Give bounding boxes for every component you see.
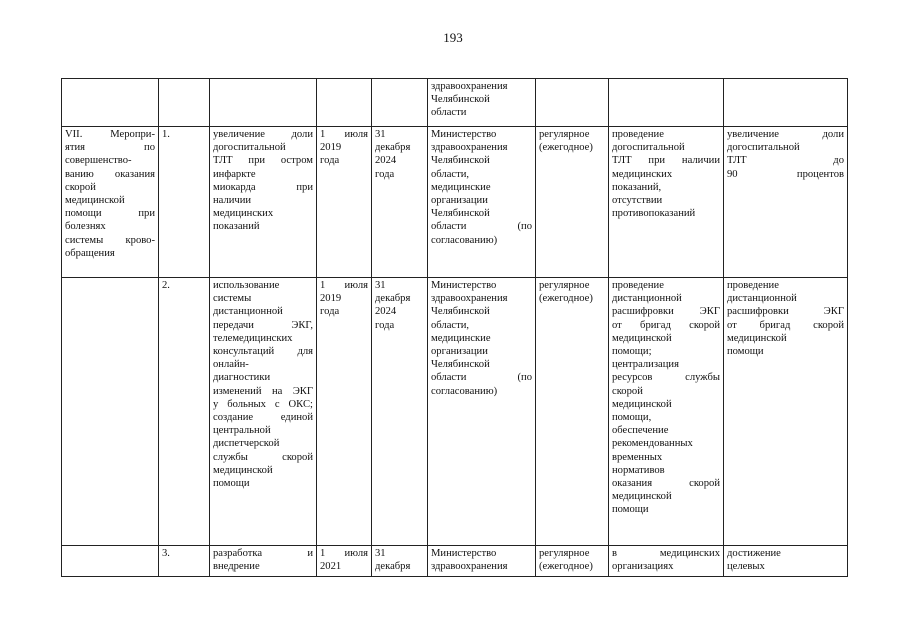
- result-cell: [724, 546, 848, 577]
- cell-line: от бригад скорой: [727, 319, 844, 331]
- cell-line: организации: [431, 195, 488, 207]
- cell-line: помощи,: [612, 412, 652, 424]
- cell-line: регулярное: [539, 129, 590, 140]
- cell-line: ресурсов службы: [612, 372, 720, 384]
- cell-line: догоспитальной: [213, 142, 286, 154]
- cell-line: 1 июля: [320, 280, 368, 291]
- executor-cell: [428, 127, 536, 278]
- cell-line: (ежегодное): [539, 293, 593, 305]
- cell-line: VII. Меропри-: [65, 129, 155, 140]
- cell-line: помощи при: [65, 208, 155, 220]
- activity-cell: [210, 546, 317, 577]
- cell-line: проведение: [612, 280, 664, 291]
- cell-line: дистанционной: [612, 293, 682, 305]
- cell-line: использование: [213, 280, 280, 291]
- section-cell: [62, 127, 159, 278]
- cell-line: медицинских: [213, 208, 274, 220]
- indicator-cell: [609, 546, 724, 577]
- cell-line: центральной: [213, 425, 271, 437]
- activity-cell: [210, 127, 317, 278]
- cell-line: ТЛТ при остром: [213, 155, 313, 167]
- cell-line: увеличение доли: [213, 129, 313, 140]
- cell-line: противопоказаний: [612, 208, 696, 220]
- indicator-cell: [609, 127, 724, 278]
- cell-line: здравоохранения: [431, 81, 508, 92]
- cell-line: в медицинских: [612, 548, 720, 559]
- cell-line: нормативов: [612, 464, 665, 476]
- cell-line: от бригад скорой: [612, 319, 720, 331]
- table-row: [62, 278, 848, 546]
- cell-line: области (по: [431, 221, 532, 233]
- cell-line: медицинских: [612, 168, 673, 180]
- start-date-cell: [317, 79, 372, 127]
- cell-line: догоспитальной: [727, 142, 800, 154]
- cell-line: (ежегодное): [539, 561, 593, 573]
- number-cell: [159, 79, 210, 127]
- cell-line: регулярное: [539, 280, 590, 291]
- cell-line: помощи;: [612, 346, 652, 358]
- end-date-cell: [372, 79, 428, 127]
- cell-line: медицинской: [612, 398, 672, 410]
- cell-line: Челябинской: [431, 94, 490, 106]
- cell-line: 31: [375, 280, 386, 291]
- executor-cell: [428, 79, 536, 127]
- cell-line: разработка и: [213, 548, 313, 559]
- cell-line: оказания скорой: [612, 478, 720, 490]
- cell-line: показаний: [213, 221, 260, 233]
- table-row: [62, 127, 848, 278]
- cell-line: догоспитальной: [612, 142, 685, 154]
- cell-line: совершенство-: [65, 155, 132, 167]
- cell-line: рекомендованных: [612, 438, 693, 450]
- executor-cell: [428, 278, 536, 546]
- cell-line: инфаркте: [213, 168, 256, 180]
- cell-line: года: [375, 168, 395, 180]
- cell-line: обеспечение: [612, 425, 669, 437]
- cell-line: медицинской: [612, 332, 672, 344]
- cell-line: года: [375, 319, 395, 331]
- cell-line: Министерство: [431, 548, 497, 559]
- cell-line: Челябинской: [431, 208, 490, 220]
- cell-line: 2021: [320, 561, 342, 573]
- cell-line: согласованию): [431, 385, 498, 397]
- cell-line: болезнях: [65, 221, 106, 233]
- cell-line: ятия по: [65, 142, 155, 154]
- cell-line: 90 процентов: [727, 168, 844, 180]
- table-row: [62, 546, 848, 577]
- start-date-cell: [317, 546, 372, 577]
- cell-line: декабря: [375, 142, 411, 154]
- cell-line: скорой: [65, 181, 96, 193]
- cell-line: организациях: [612, 561, 674, 573]
- cell-line: 2019: [320, 142, 342, 154]
- periodicity-cell: [536, 127, 609, 278]
- activities-table: [61, 78, 848, 577]
- cell-line: помощи: [213, 478, 250, 490]
- cell-line: здравоохранения: [431, 561, 508, 573]
- cell-line: декабря: [375, 561, 411, 573]
- cell-line: 2019: [320, 293, 342, 305]
- result-cell: [724, 79, 848, 127]
- cell-line: ТЛТ при наличии: [612, 155, 720, 167]
- cell-line: ванию оказания: [65, 168, 155, 180]
- number-cell: 3.: [159, 546, 210, 577]
- cell-line: медицинские: [431, 332, 491, 344]
- cell-line: медицинской: [213, 464, 273, 476]
- activity-cell: [210, 79, 317, 127]
- cell-line: медицинской: [65, 195, 125, 207]
- indicator-cell: [609, 278, 724, 546]
- cell-line: централизация: [612, 359, 679, 371]
- cell-line: согласованию): [431, 234, 498, 246]
- executor-cell: [428, 546, 536, 577]
- activity-cell: [210, 278, 317, 546]
- cell-line: помощи: [727, 346, 764, 358]
- cell-line: 1 июля: [320, 548, 368, 559]
- cell-line: временных: [612, 451, 663, 463]
- cell-line: службы скорой: [213, 451, 313, 463]
- periodicity-cell: [536, 79, 609, 127]
- cell-line: медицинской: [612, 491, 672, 503]
- cell-line: 31: [375, 129, 386, 140]
- cell-line: целевых: [727, 561, 765, 573]
- cell-line: помощи: [612, 504, 649, 516]
- cell-line: телемедицинских: [213, 332, 293, 344]
- cell-line: 2024: [375, 306, 397, 318]
- cell-line: системы: [213, 293, 252, 305]
- section-cell: [62, 278, 159, 546]
- end-date-cell: [372, 546, 428, 577]
- cell-line: области: [431, 107, 467, 119]
- cell-line: онлайн-: [213, 359, 249, 371]
- cell-line: у больных с ОКС;: [213, 398, 313, 410]
- end-date-cell: [372, 127, 428, 278]
- cell-line: области,: [431, 319, 470, 331]
- cell-line: медицинские: [431, 181, 491, 193]
- cell-line: передачи ЭКГ,: [213, 319, 313, 331]
- cell-line: диагностики: [213, 372, 271, 384]
- cell-line: Челябинской: [431, 359, 490, 371]
- cell-line: 31: [375, 548, 386, 559]
- cell-line: Министерство: [431, 280, 497, 291]
- cell-line: скорой: [612, 385, 643, 397]
- cell-line: миокарда при: [213, 181, 313, 193]
- result-cell: [724, 127, 848, 278]
- cell-line: проведение: [727, 280, 779, 291]
- cell-line: системы крово-: [65, 234, 155, 246]
- cell-line: консультаций для: [213, 346, 313, 358]
- cell-line: диспетчерской: [213, 438, 280, 450]
- cell-line: дистанционной: [213, 306, 283, 318]
- start-date-cell: [317, 127, 372, 278]
- cell-line: медицинской: [727, 332, 787, 344]
- cell-line: дистанционной: [727, 293, 797, 305]
- section-cell: [62, 79, 159, 127]
- cell-line: достижение: [727, 548, 781, 559]
- indicator-cell: [609, 79, 724, 127]
- start-date-cell: [317, 278, 372, 546]
- cell-line: декабря: [375, 293, 411, 305]
- cell-line: года: [320, 306, 340, 318]
- cell-line: наличии: [213, 195, 252, 207]
- cell-line: здравоохранения: [431, 293, 508, 305]
- cell-line: Челябинской: [431, 155, 490, 167]
- cell-line: увеличение доли: [727, 129, 844, 140]
- cell-line: (ежегодное): [539, 142, 593, 154]
- cell-line: 2024: [375, 155, 397, 167]
- cell-line: регулярное: [539, 548, 590, 559]
- cell-line: 1 июля: [320, 129, 368, 140]
- table-row: [62, 79, 848, 127]
- result-cell: [724, 278, 848, 546]
- cell-line: расшифровки ЭКГ: [727, 306, 844, 318]
- periodicity-cell: [536, 278, 609, 546]
- periodicity-cell: [536, 546, 609, 577]
- number-cell: 2.: [159, 278, 210, 546]
- cell-line: года: [320, 155, 340, 167]
- cell-line: создание единой: [213, 412, 313, 424]
- cell-line: расшифровки ЭКГ: [612, 306, 720, 318]
- cell-line: Министерство: [431, 129, 497, 140]
- cell-line: организации: [431, 346, 488, 358]
- cell-line: изменений на ЭКГ: [213, 385, 313, 397]
- end-date-cell: [372, 278, 428, 546]
- cell-line: области,: [431, 168, 470, 180]
- cell-line: внедрение: [213, 561, 260, 573]
- cell-line: Челябинской: [431, 306, 490, 318]
- cell-line: ТЛТ до: [727, 155, 844, 167]
- cell-line: проведение: [612, 129, 664, 140]
- page-number: 193: [443, 30, 463, 45]
- section-cell: [62, 546, 159, 577]
- cell-line: отсутствии: [612, 195, 663, 207]
- cell-line: здравоохранения: [431, 142, 508, 154]
- cell-line: показаний,: [612, 181, 662, 193]
- cell-line: области (по: [431, 372, 532, 384]
- number-cell: 1.: [159, 127, 210, 278]
- cell-line: обращения: [65, 247, 115, 259]
